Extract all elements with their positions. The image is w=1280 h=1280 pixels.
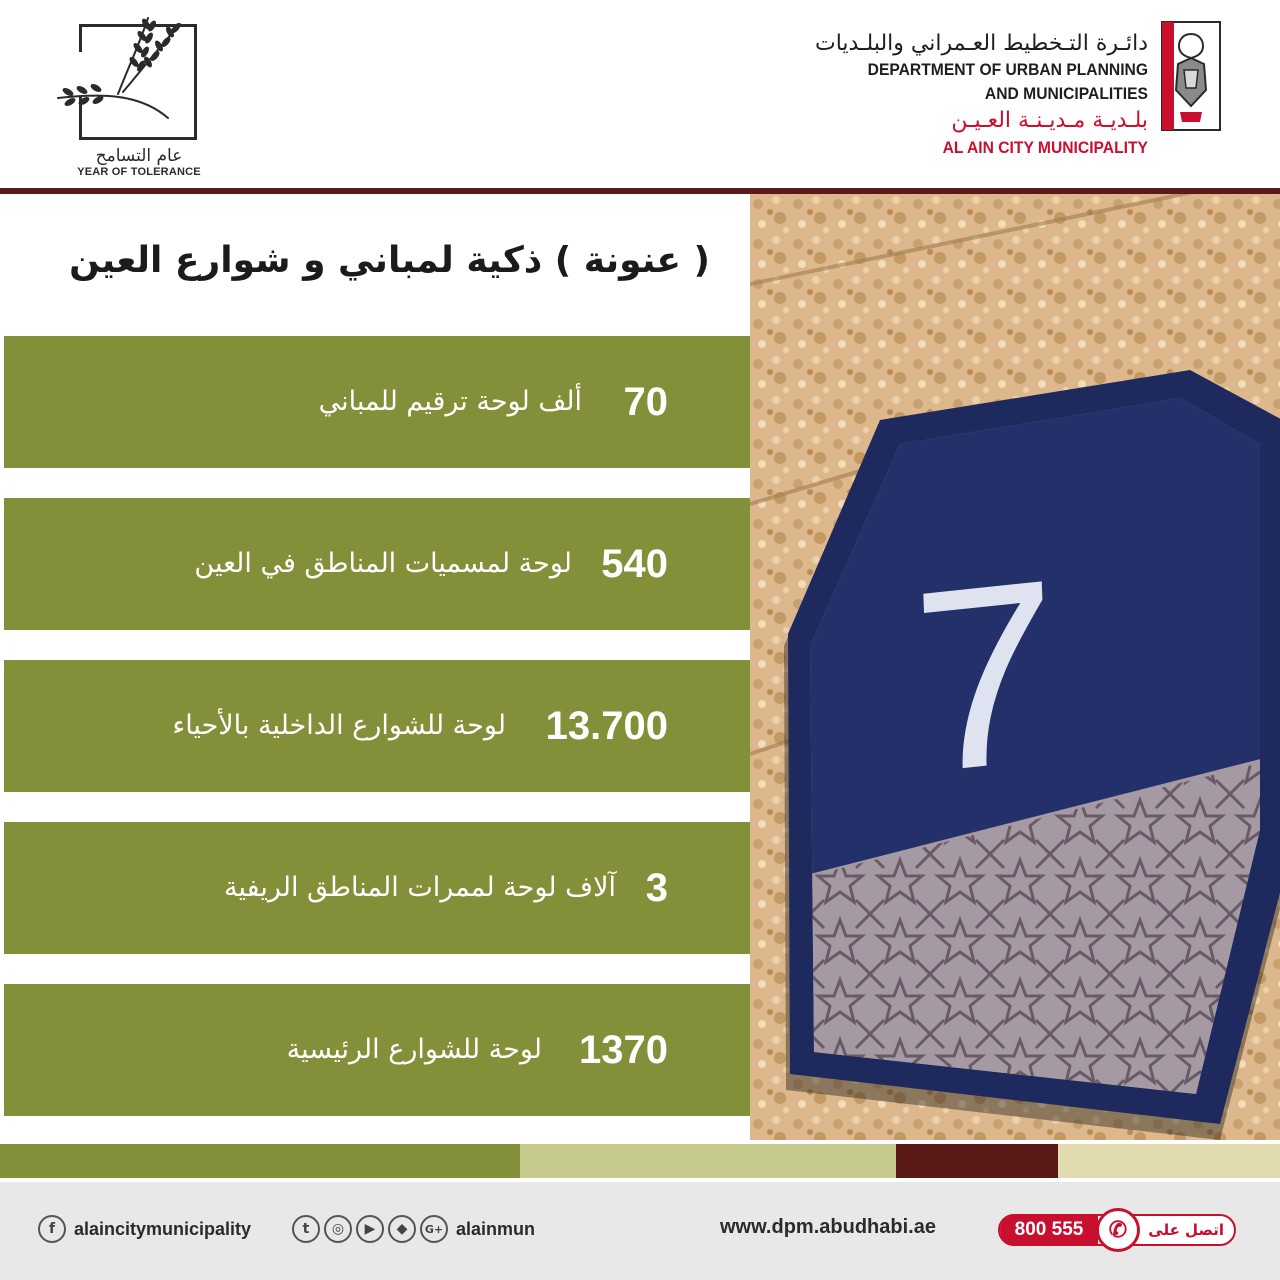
decor-strip-light-green <box>520 1144 896 1178</box>
street-sign-photo <box>750 194 1280 1140</box>
ghaf-tree-icon <box>48 8 198 138</box>
stat-number: 3 <box>645 866 668 910</box>
stat-number: 540 <box>601 542 668 586</box>
stat-number: 70 <box>623 380 668 424</box>
department-name-en-line2: AND MUNICIPALITIES <box>984 84 1148 103</box>
department-logo-text <box>815 30 1148 160</box>
social-handle[interactable]: alainmun <box>456 1218 536 1239</box>
snapchat-icon[interactable]: ◆ <box>388 1215 416 1243</box>
tolerance-label-en: YEAR OF TOLERANCE <box>77 166 201 178</box>
phone-icon: ✆ <box>1096 1208 1140 1252</box>
stat-text: آلاف لوحة لممرات المناطق الريفية <box>224 872 616 903</box>
phone-number[interactable]: 800 555 <box>1000 1214 1098 1246</box>
youtube-icon[interactable]: ▶ <box>356 1215 384 1243</box>
facebook-link[interactable] <box>38 1214 251 1244</box>
social-links <box>292 1214 535 1244</box>
stat-text: لوحة للشوارع الداخلية بالأحياء <box>172 710 506 741</box>
facebook-icon[interactable]: f <box>38 1215 66 1243</box>
twitter-icon[interactable]: t <box>292 1215 320 1243</box>
stat-card <box>4 660 750 792</box>
stat-number: 1370 <box>579 1028 668 1072</box>
page-title: ( عنونة ) ذكية لمباني و شوارع العين <box>69 240 710 281</box>
phone-label: اتصل على <box>1148 1221 1224 1239</box>
stat-number: 13.700 <box>545 704 668 748</box>
stat-card <box>4 498 750 630</box>
municipality-name-ar: بلـديـة مـديـنـة العـيـن <box>951 108 1148 133</box>
stat-card <box>4 336 750 468</box>
instagram-icon[interactable]: ◎ <box>324 1215 352 1243</box>
stat-card <box>4 984 750 1116</box>
website-link[interactable]: www.dpm.abudhabi.ae <box>720 1216 936 1238</box>
tolerance-label-ar: عام التسامح <box>95 146 183 166</box>
sign-number: 7 <box>908 524 1064 829</box>
department-name-ar: دائـرة التـخطيط العـمراني والبلـديات <box>815 31 1148 56</box>
municipality-name-en: AL AIN CITY MUNICIPALITY <box>942 138 1148 157</box>
header <box>0 0 1280 188</box>
decor-strip-green <box>0 1144 520 1178</box>
stat-text: ألف لوحة ترقيم للمباني <box>318 386 582 417</box>
decor-strip-maroon <box>896 1144 1058 1178</box>
phone-badge[interactable] <box>998 1214 1236 1246</box>
decor-strip-beige <box>1058 1144 1280 1178</box>
department-name-en-line1: DEPARTMENT OF URBAN PLANNING <box>867 60 1148 79</box>
abu-dhabi-emblem-icon <box>1160 20 1222 132</box>
stat-card <box>4 822 750 954</box>
facebook-handle[interactable]: alaincitymunicipality <box>74 1218 252 1239</box>
stat-text: لوحة لمسميات المناطق في العين <box>194 548 572 579</box>
google-plus-icon[interactable]: G+ <box>420 1215 448 1243</box>
stat-text: لوحة للشوارع الرئيسية <box>286 1034 542 1065</box>
